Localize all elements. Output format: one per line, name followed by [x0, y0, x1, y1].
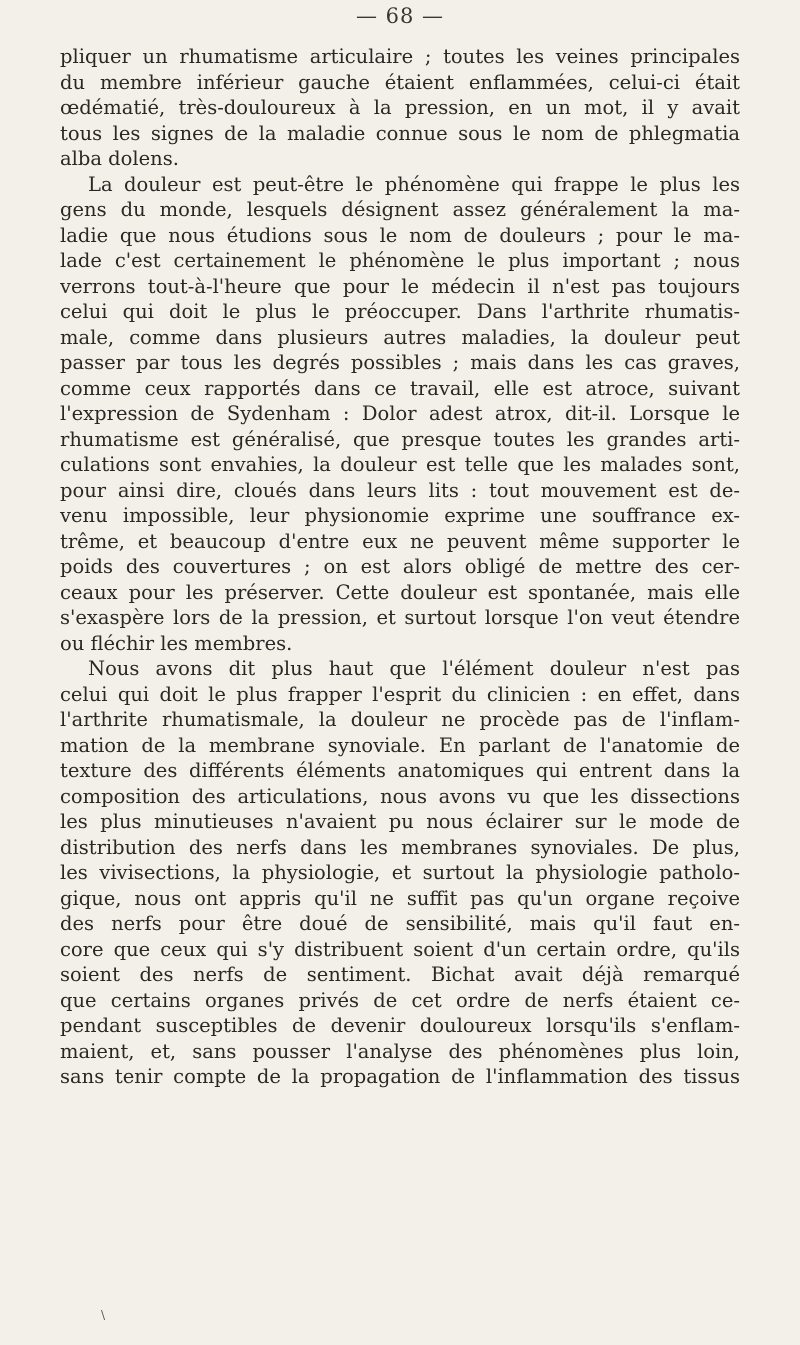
text-line: rhumatisme est généralisé, que presque toutes les grandes arti- [60, 427, 740, 451]
text-line: core que ceux qui s'y distribuent soient d'un certain ordre, qu'ils [60, 937, 740, 961]
text-line: sans tenir compte de la propagation de l'inflammation des tissus [60, 1065, 740, 1088]
text-line: ladie que nous étudions sous le nom de douleurs ; pour le ma- [60, 223, 740, 247]
body-text [60, 44, 740, 1090]
text-line: celui qui doit le plus le préoccuper. Dans l'arthrite rhumatis- [60, 300, 740, 323]
text-line: les plus minutieuses n'avaient pu nous éclairer sur le mode de [60, 810, 740, 833]
page-number: — 68 — [355, 4, 445, 28]
stray-mark: \ [101, 1308, 106, 1322]
text-line: tous les signes de la maladie connue sous le nom de phlegmatia [60, 121, 740, 145]
text-line: des nerfs pour être doué de sensibilité, mais qu'il faut en- [60, 912, 740, 935]
text-line: maient, et, sans pousser l'analyse des phénomènes plus loin, [60, 1039, 740, 1063]
text-line: lade c'est certainement le phénomène le plus important ; nous [60, 249, 740, 272]
text-line: verrons tout-à-l'heure que pour le médecin il n'est pas toujours [60, 274, 740, 298]
text-line: venu impossible, leur physionomie exprime une souffrance ex- [60, 504, 740, 527]
text-line: l'arthrite rhumatismale, la douleur ne procède pas de l'inflam- [60, 708, 740, 731]
text-line: comme ceux rapportés dans ce travail, elle est atroce, suivant [60, 376, 740, 400]
text-line: les vivisections, la physiologie, et surtout la physiologie patholo- [60, 861, 740, 884]
text-line: ou fléchir les membres. [60, 631, 293, 655]
text-line: texture des différents éléments anatomiques qui entrent dans la [60, 759, 740, 782]
text-line: passer par tous les degrés possibles ; mais dans les cas graves, [60, 351, 740, 374]
text-line: soient des nerfs de sentiment. Bichat avait déjà remarqué [60, 963, 740, 986]
text-line: œdématié, très-douloureux à la pression, en un mot, il y avait [60, 96, 740, 119]
text-line: pour ainsi dire, cloués dans leurs lits : tout mouvement est de- [60, 478, 740, 502]
text-line: male, comme dans plusieurs autres maladies, la douleur peut [60, 325, 740, 349]
text-line: culations sont envahies, la douleur est telle que les malades sont, [60, 453, 740, 476]
text-line: poids des couvertures ; on est alors obligé de mettre des cer- [60, 555, 740, 578]
text-line: trême, et beaucoup d'entre eux ne peuvent même supporter le [60, 529, 740, 553]
text-line: Nous avons dit plus haut que l'élément douleur n'est pas [88, 657, 740, 680]
text-line: La douleur est peut-être le phénomène qui frappe le plus les [88, 172, 740, 196]
text-line: ceaux pour les préserver. Cette douleur est spontanée, mais elle [60, 580, 740, 604]
text-line: que certains organes privés de cet ordre de nerfs étaient ce- [60, 988, 740, 1012]
text-line: gens du monde, lesquels désignent assez généralement la ma- [60, 198, 740, 221]
text-line: distribution des nerfs dans les membranes synoviales. De plus, [60, 835, 740, 859]
text-line: mation de la membrane synoviale. En parlant de l'anatomie de [60, 733, 740, 757]
text-line: s'exaspère lors de la pression, et surtout lorsque l'on veut étendre [60, 606, 740, 629]
text-line: l'expression de Sydenham : Dolor adest atrox, dit-il. Lorsque le [60, 402, 740, 425]
text-line: gique, nous ont appris qu'il ne suffit pas qu'un organe reçoive [60, 886, 740, 910]
text-line: pliquer un rhumatisme articulaire ; toutes les veines principales [60, 45, 740, 68]
text-line: composition des articulations, nous avons vu que les dissections [60, 784, 740, 808]
text-line: du membre inférieur gauche étaient enflammées, celui-ci était [60, 70, 740, 94]
text-line: alba dolens. [60, 147, 179, 170]
text-line: celui qui doit le plus frapper l'esprit du clinicien : en effet, dans [60, 682, 740, 706]
text-line: pendant susceptibles de devenir douloureux lorsqu'ils s'enflam- [60, 1014, 740, 1037]
